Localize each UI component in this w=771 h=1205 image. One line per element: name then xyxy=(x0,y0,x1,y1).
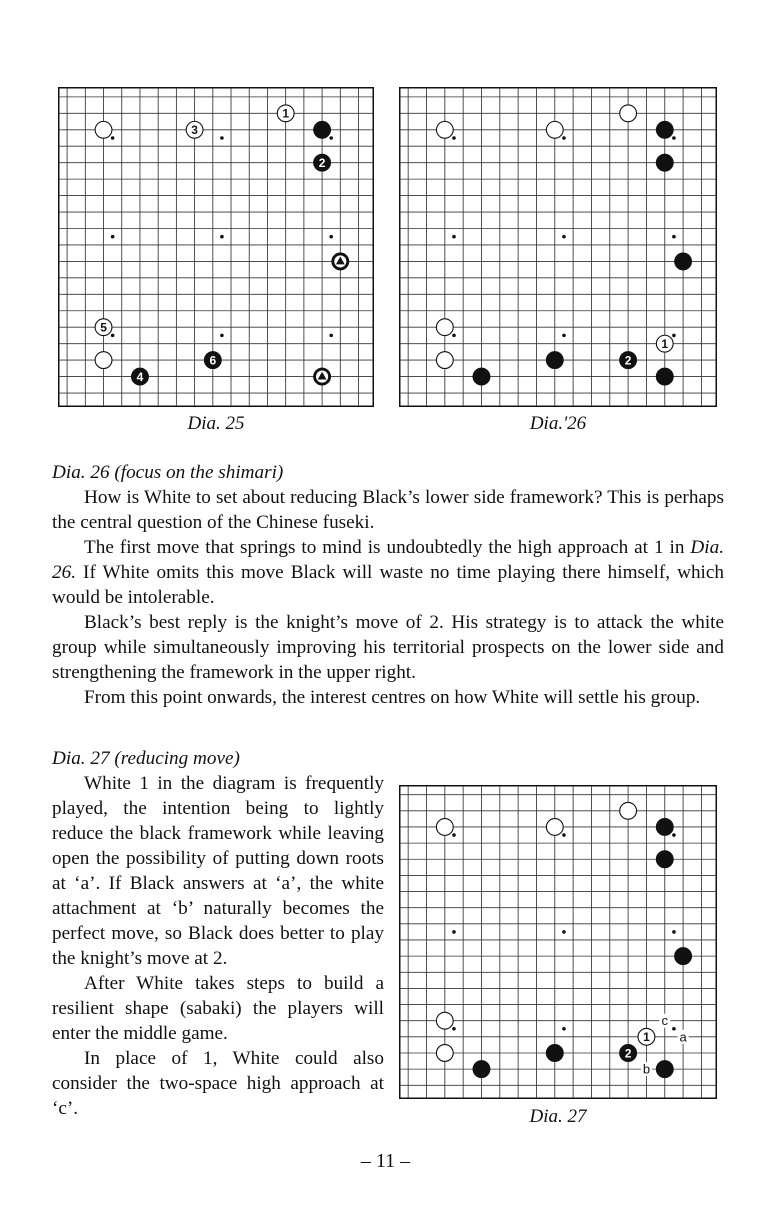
hoshi-point xyxy=(111,334,115,338)
section-dia-27-heading xyxy=(52,746,724,771)
hoshi-point xyxy=(329,136,333,140)
hoshi-point xyxy=(672,334,676,338)
white-stone xyxy=(656,335,673,352)
black-stone xyxy=(314,154,331,171)
black-stone xyxy=(656,851,673,868)
hoshi-point xyxy=(672,833,676,837)
black-stone xyxy=(204,352,221,369)
white-stone xyxy=(186,121,203,138)
black-stone xyxy=(675,253,692,270)
black-stone xyxy=(620,352,637,369)
white-stone xyxy=(95,319,112,336)
hoshi-point xyxy=(562,334,566,338)
black-stone xyxy=(656,154,673,171)
white-stone xyxy=(436,1012,453,1029)
move-number: 2 xyxy=(318,155,326,170)
white-stone xyxy=(436,319,453,336)
text-run: If White omits this move Black will waste no time playing there himself, which would be intolerable. xyxy=(52,562,724,608)
point-letter: b xyxy=(642,1061,651,1077)
caption-dia-26: Dia.'26 xyxy=(529,413,587,434)
hoshi-point xyxy=(452,930,456,934)
black-stone xyxy=(473,1061,490,1078)
black-stone xyxy=(546,352,563,369)
hoshi-point xyxy=(562,930,566,934)
white-stone xyxy=(638,1028,655,1045)
diagram-reference: Dia. 26. xyxy=(52,537,724,583)
white-stone xyxy=(95,121,112,138)
move-number: 2 xyxy=(624,353,632,368)
move-number: 3 xyxy=(191,123,198,138)
black-stone xyxy=(656,819,673,836)
hoshi-point xyxy=(220,235,224,239)
move-number: 4 xyxy=(136,369,144,384)
black-stone xyxy=(314,121,331,138)
page-number: – 11 – xyxy=(360,1150,411,1172)
paragraph: In place of 1, White could also consider the two-space high approach at ‘c’. xyxy=(52,1048,384,1119)
hoshi-point xyxy=(452,833,456,837)
hoshi-point xyxy=(562,235,566,239)
white-stone xyxy=(620,802,637,819)
hoshi-point xyxy=(452,1027,456,1031)
hoshi-point xyxy=(562,136,566,140)
heading-dia-26: Dia. 26 (focus on the shimari) xyxy=(52,462,284,483)
point-letter: c xyxy=(661,1013,669,1029)
white-stone xyxy=(620,105,637,122)
move-number: 2 xyxy=(624,1046,632,1061)
paragraph xyxy=(52,535,724,610)
go-board-dia-27 xyxy=(399,785,717,1099)
caption-dia-25: Dia. 25 xyxy=(187,413,245,434)
paragraph: After White takes steps to build a resilient shape (sabaki) the players will enter the middle game. xyxy=(52,973,384,1044)
caption-dia-27: Dia. 27 xyxy=(529,1106,587,1127)
move-number: 1 xyxy=(643,1030,650,1045)
go-board-dia-25 xyxy=(58,87,374,407)
paragraph: Black’s best reply is the knight’s move of 2. His strategy is to attack the white group while simultaneously improving his territorial prospects on the lower side and strengthening the framework in the upper right. xyxy=(52,612,724,683)
section-dia-27 xyxy=(52,771,384,1121)
hoshi-point xyxy=(329,334,333,338)
hoshi-point xyxy=(452,235,456,239)
black-stone xyxy=(314,368,331,385)
hoshi-point xyxy=(220,334,224,338)
go-board-dia-26 xyxy=(399,87,717,407)
black-stone xyxy=(620,1045,637,1062)
black-stone xyxy=(656,368,673,385)
hoshi-point xyxy=(672,930,676,934)
white-stone xyxy=(546,121,563,138)
hoshi-point xyxy=(452,334,456,338)
white-stone xyxy=(436,121,453,138)
black-stone xyxy=(546,1045,563,1062)
white-stone xyxy=(277,105,294,122)
hoshi-point xyxy=(111,136,115,140)
white-stone xyxy=(436,819,453,836)
black-stone xyxy=(656,1061,673,1078)
hoshi-point xyxy=(672,235,676,239)
text-run: The first move that springs to mind is undoubtedly the high approach at 1 in xyxy=(84,537,691,558)
white-stone xyxy=(436,1045,453,1062)
hoshi-point xyxy=(562,1027,566,1031)
hoshi-point xyxy=(672,136,676,140)
hoshi-point xyxy=(329,235,333,239)
black-stone xyxy=(675,948,692,965)
black-stone xyxy=(332,253,349,270)
hoshi-point xyxy=(672,1027,676,1031)
move-number: 1 xyxy=(661,336,669,351)
paragraph: From this point onwards, the interest centres on how White will settle his group. xyxy=(84,687,701,708)
move-number: 5 xyxy=(100,320,107,335)
white-stone xyxy=(436,352,453,369)
paragraph: How is White to set about reducing Black’s lower side framework? This is perhaps the central question of the Chinese fuseki. xyxy=(52,487,724,533)
black-stone xyxy=(132,368,149,385)
move-number: 1 xyxy=(282,106,290,121)
white-stone xyxy=(546,819,563,836)
black-stone xyxy=(656,121,673,138)
hoshi-point xyxy=(452,136,456,140)
section-dia-26 xyxy=(52,460,724,710)
hoshi-point xyxy=(562,833,566,837)
move-number: 6 xyxy=(209,353,217,368)
black-stone xyxy=(473,368,490,385)
heading-dia-27: Dia. 27 (reducing move) xyxy=(52,748,240,769)
hoshi-point xyxy=(220,136,224,140)
paragraph: White 1 in the diagram is frequently played, the intention being to lightly reduce the black framework while leaving open the possibility of putting down roots at ‘a’. If Black answers at ‘a’, the white attachment at ‘b’ naturally becomes the perfect move, so Black does better to play the knight’s move at 2. xyxy=(52,773,384,969)
hoshi-point xyxy=(111,235,115,239)
point-letter: a xyxy=(679,1029,687,1045)
white-stone xyxy=(95,352,112,369)
